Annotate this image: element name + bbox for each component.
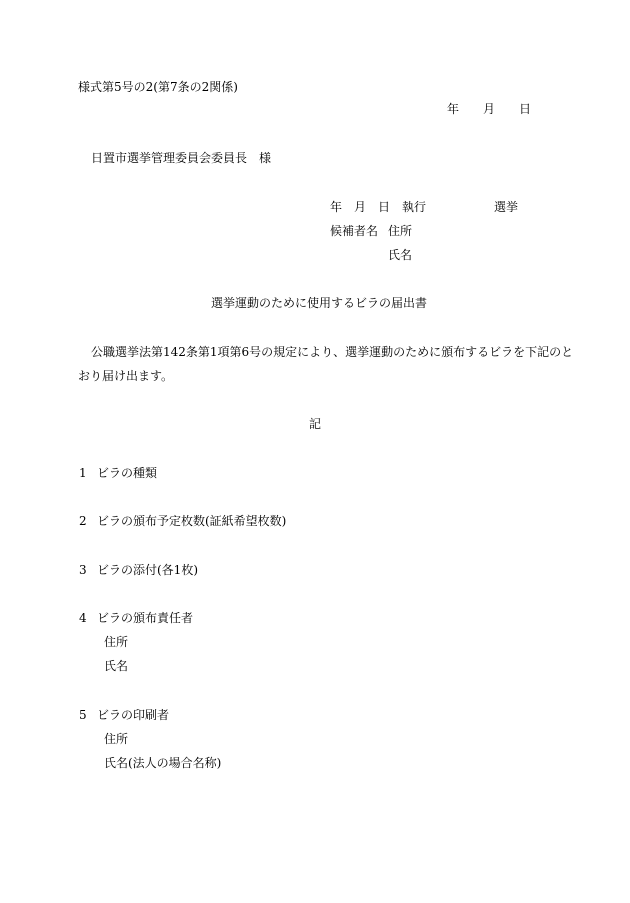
election-day: 日	[378, 200, 391, 214]
item-5-number: 5	[79, 708, 87, 722]
item-2-number: 2	[79, 514, 87, 528]
body-line-1: 公職選挙法第142条第1項第6号の規定により、選挙運動のために頒布するビラを下記のと	[91, 345, 574, 359]
candidate-label: 候補者名	[330, 224, 379, 238]
item-3-label: ビラの添付(各1枚)	[97, 563, 198, 577]
addressee: 日置市選挙管理委員会委員長 様	[91, 151, 272, 165]
item-3-number: 3	[79, 563, 87, 577]
candidate-name-label: 氏名	[388, 248, 413, 262]
ki-heading: 記	[309, 417, 322, 431]
header-date-day: 日	[519, 102, 532, 116]
item-4-address-label: 住所	[104, 635, 129, 649]
item-1-label: ビラの種類	[97, 466, 158, 480]
item-4-number: 4	[79, 611, 87, 625]
document-title: 選挙運動のために使用するビラの届出書	[211, 296, 428, 310]
item-4-name-label: 氏名	[104, 659, 129, 673]
election-month: 月	[354, 200, 367, 214]
body-line-2: おり届け出ます。	[78, 369, 174, 383]
item-4-label: ビラの頒布責任者	[97, 611, 194, 625]
form-number: 様式第5号の2(第7条の2関係)	[78, 80, 238, 94]
election-held: 執行	[402, 200, 427, 214]
header-date-year: 年	[447, 102, 460, 116]
item-5-name-label: 氏名(法人の場合名称)	[104, 756, 222, 770]
item-5-address-label: 住所	[104, 732, 129, 746]
header-date-month: 月	[483, 102, 496, 116]
item-1-number: 1	[79, 466, 87, 480]
election-year: 年	[330, 200, 343, 214]
election-label: 選挙	[494, 200, 519, 214]
election-line	[330, 201, 426, 213]
item-5-label: ビラの印刷者	[97, 708, 170, 722]
candidate-address-label: 住所	[388, 224, 413, 238]
item-2-label: ビラの頒布予定枚数(証紙希望枚数)	[97, 514, 287, 528]
header-date	[447, 103, 531, 115]
